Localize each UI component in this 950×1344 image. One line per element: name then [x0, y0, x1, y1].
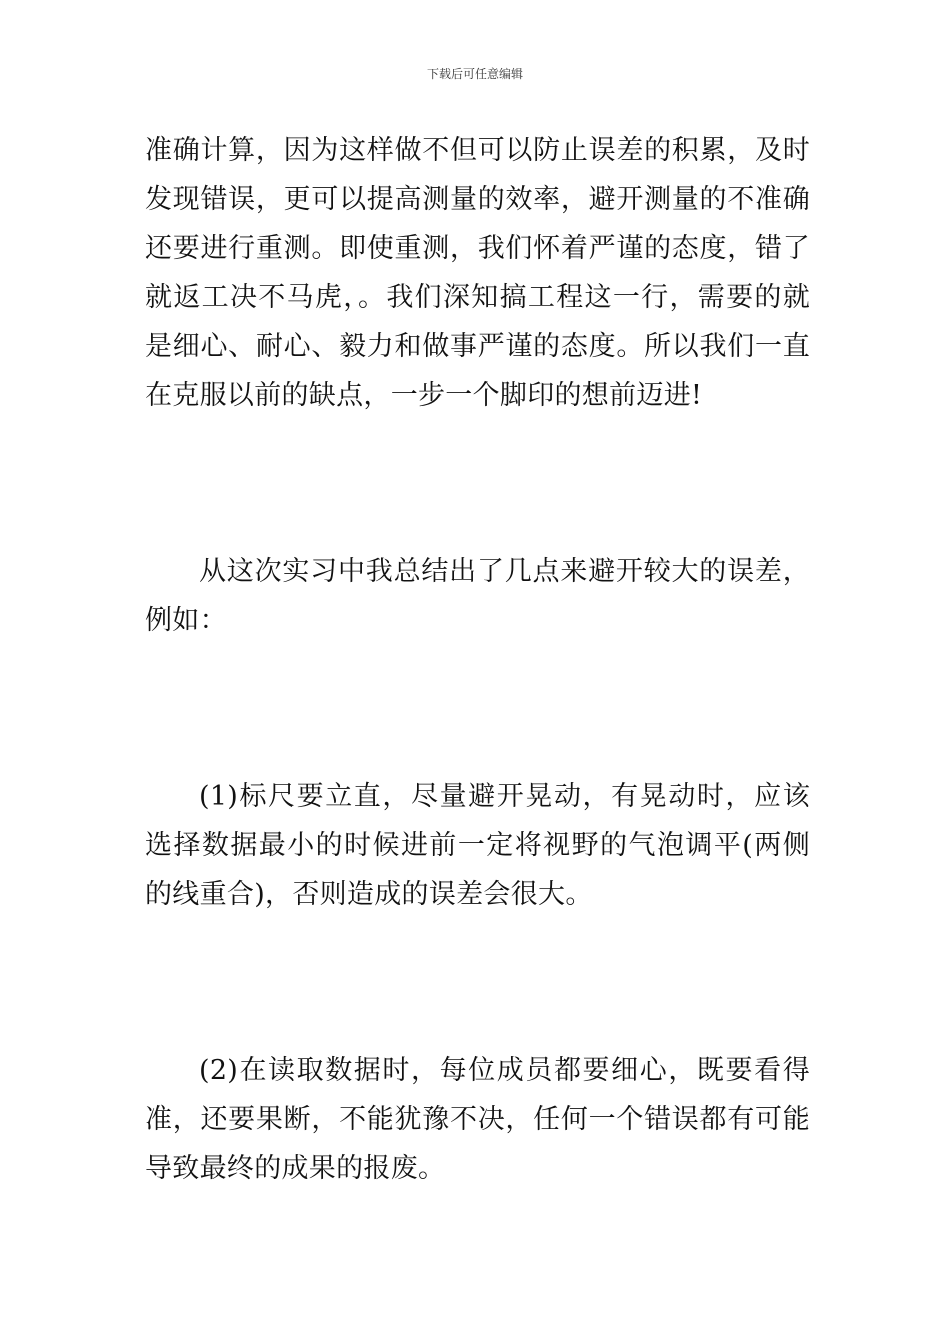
paragraph-summary-intro: 从这次实习中我总结出了几点来避开较大的误差，例如：: [145, 556, 810, 636]
paragraph-point-2: (2)在读取数据时，每位成员都要细心，既要看得准，还要果断，不能犹豫不决，任何一个错误都有可能导致最终的成果的报废。: [145, 1055, 810, 1184]
paragraph-continuation: 准确计算，因为这样做不但可以防止误差的积累，及时发现错误，更可以提高测量的效率，避开测量的不准确还要进行重测。即使重测，我们怀着严谨的态度，错了就返工决不马虎，。我们深知搞工程这一行，需要的就是细心、耐心、毅力和做事严谨的态度。所以我们一直在克服以前的缺点，一步一个脚印的想前迈进!: [145, 135, 810, 411]
page-header: 下载后可任意编辑: [426, 67, 523, 81]
document-body: [145, 126, 810, 1193]
paragraph-point-1: (1)标尺要立直，尽量避开晃动，有晃动时，应该选择数据最小的时候进前一定将视野的气泡调平(两侧的线重合)，否则造成的误差会很大。: [145, 781, 810, 910]
